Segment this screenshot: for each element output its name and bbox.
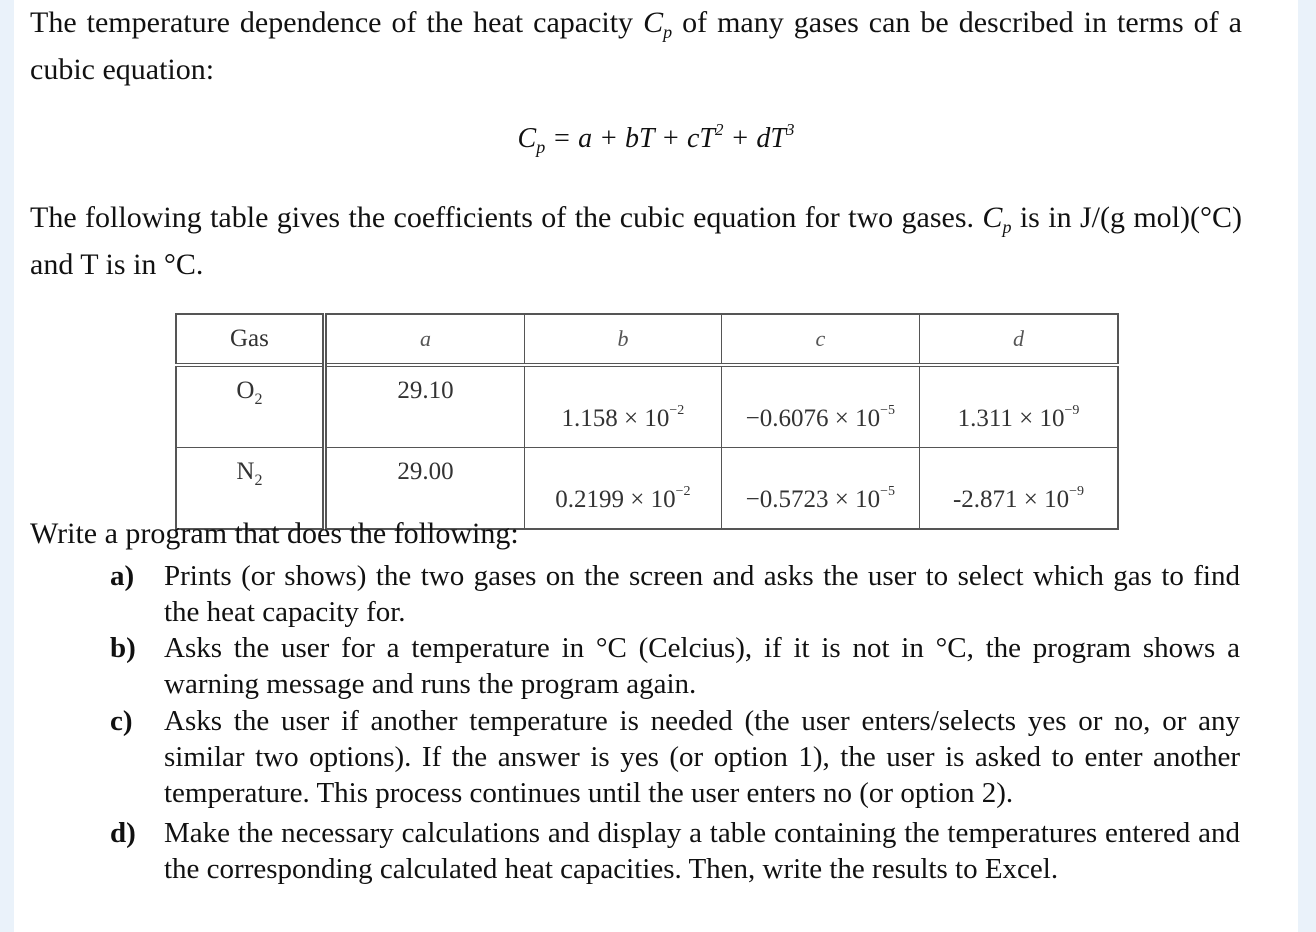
item-text: Make the necessary calculations and display a table containing the temperatures entered and the corresponding calculated heat capacities. Then, write the results to Excel. [164, 817, 1240, 885]
item-label: a) [110, 560, 135, 592]
task-item-b [110, 630, 1240, 702]
item-text: Asks the user for a temperature in °C (Celcius), if it is not in °C, the program shows a warning message and runs the program again. [164, 632, 1240, 700]
cubic-equation: $C_p = a$ + bT + $cT^2 + dT^3$ [517, 120, 795, 157]
coef-d-cell: $1.311 \times 10^{-9}$ [920, 365, 1118, 448]
coef-b-cell: $1.158 \times 10^{-2}$ [525, 365, 721, 448]
table-row [176, 365, 1118, 448]
header-gas: Gas [176, 314, 324, 365]
document-page [14, 0, 1298, 932]
header-c: c [721, 314, 919, 365]
task-item-a [110, 558, 1240, 630]
header-b: b [525, 314, 721, 365]
gas-cell: $O_2$ [176, 365, 324, 448]
gas-cell: $N_2$ [176, 448, 324, 530]
item-label: c) [110, 705, 133, 737]
task-item-d [110, 815, 1240, 887]
task-item-c [110, 703, 1240, 811]
cp-symbol: $C_p$ [643, 6, 673, 42]
intro-text-end: of many gases can be described in terms of a cubic equation: [30, 6, 1242, 86]
cp-symbol: $C_p$ [982, 201, 1012, 237]
coefficients-table [175, 313, 1119, 530]
item-label: b) [110, 632, 136, 664]
description-text-start: The following table gives the coefficients of the cubic equation for two gases. [30, 201, 983, 234]
coef-a-cell: 29.10 [324, 365, 524, 448]
description-text-end: is in J/(g mol)(°C) and T is in °C. [30, 201, 1242, 281]
item-text: Asks the user if another temperature is needed (the user enters/selects yes or no, or any similar two options). If the answer is yes (or option 1), the user is asked to enter another temperature. This process continues until the user enters no (or option 2). [164, 705, 1240, 809]
header-d: d [920, 314, 1118, 365]
intro-paragraph [30, 4, 1242, 89]
header-a: a [324, 314, 524, 365]
coef-b-cell: $0.2199 \times 10^{-2}$ [525, 448, 721, 530]
table-description [30, 199, 1242, 284]
table-header-row [176, 314, 1118, 365]
intro-text-start: The temperature dependence of the heat capacity [30, 6, 644, 39]
coef-c-cell: $-0.6076 \times 10^{-5}$ [721, 365, 919, 448]
coef-a-cell: 29.00 [324, 448, 524, 530]
item-text: Prints (or shows) the two gases on the screen and asks the user to select which gas to find the heat capacity for. [164, 560, 1240, 628]
task-heading: Write a program that does the following: [30, 517, 519, 550]
item-label: d) [110, 817, 136, 849]
coef-d-cell: $-2.871 \times 10^{-9}$ [920, 448, 1118, 530]
coef-c-cell: $-0.5723 \times 10^{-5}$ [721, 448, 919, 530]
